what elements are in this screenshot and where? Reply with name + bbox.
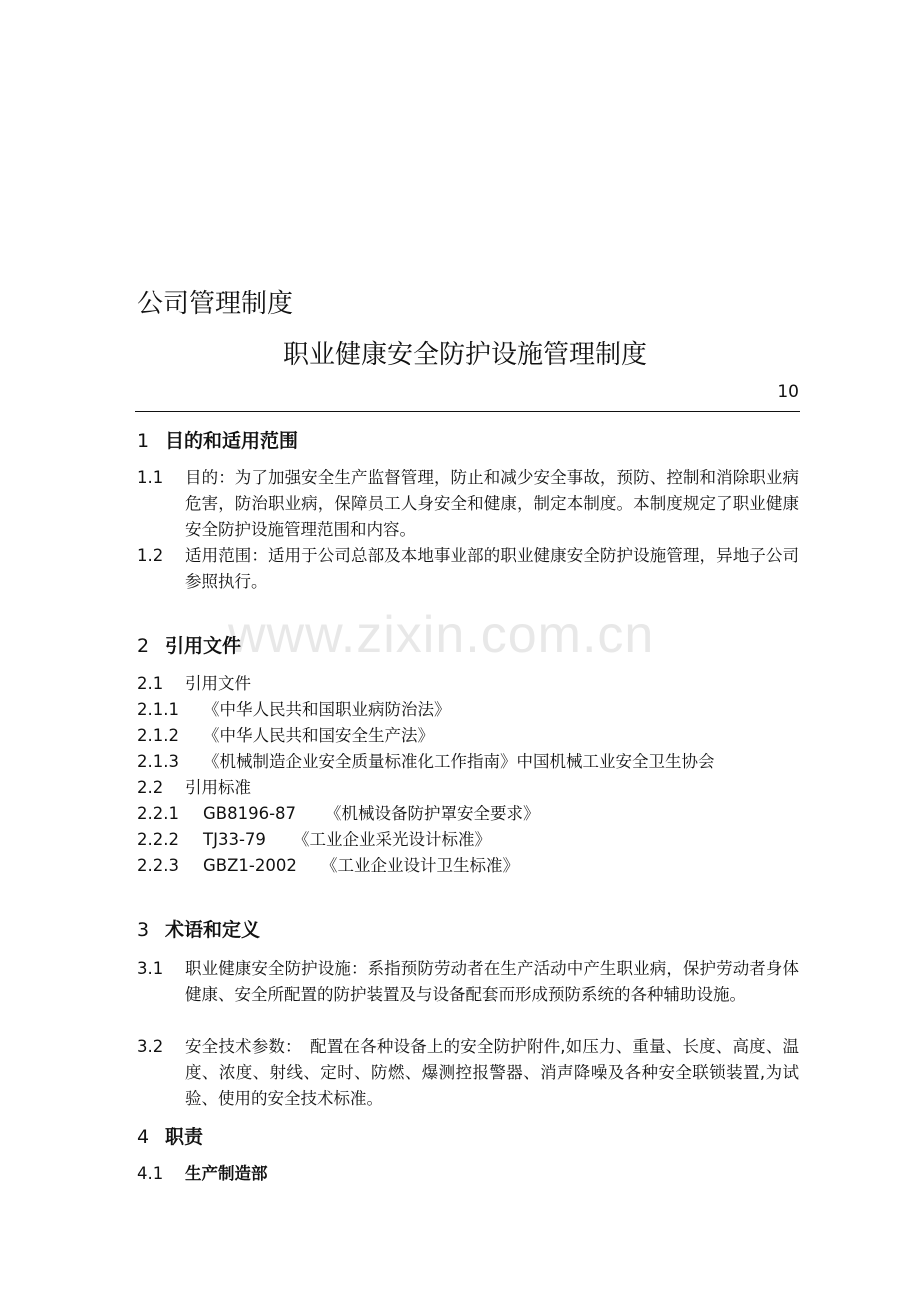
item-number: 1.2 [137, 546, 164, 565]
list-item: 2.2.1 GB8196-87 《机械设备防护罩安全要求》 [137, 804, 540, 823]
header-divider [135, 411, 800, 412]
watermark: www.zixin.com.cn [228, 606, 655, 664]
section-4-heading [137, 1123, 203, 1151]
list-item: 2.2 引用标准 [137, 778, 251, 797]
document-title [0, 337, 920, 373]
paragraph: 职业健康安全防护设施：系指预防劳动者在生产活动中产生职业病，保护劳动者身体健康、安全所配置的防护装置及与设备配套而形成预防系统的各种辅助设施。 [185, 959, 799, 1004]
section-title: 目的和适用范围 [165, 430, 299, 452]
section-1-heading [137, 427, 298, 455]
list-item: 2.1.2 《中华人民共和国安全生产法》 [137, 726, 434, 745]
list-item: 2.2.3 GBZ1-2002 《工业企业设计卫生标准》 [137, 856, 519, 875]
list-item: 2.1.3 《机械制造企业安全质量标准化工作指南》中国机械工业安全卫生协会 [137, 752, 715, 771]
item-number: 1.1 [137, 468, 164, 487]
page-number: 10 [777, 382, 799, 402]
company-title: 公司管理制度 [137, 289, 294, 319]
section-number: 1 [137, 430, 150, 452]
section-title: 职责 [165, 1126, 204, 1148]
section-title: 术语和定义 [165, 919, 261, 941]
paragraph: 安全技术参数： 配置在各种设备上的安全防护附件,如压力、重量、长度、高度、温度、浓度、射线、定时、防燃、爆测控报警器、消声降噪及各种安全联锁装置,为试验、使用的安全技术标准。 [185, 1037, 799, 1108]
section-number: 3 [137, 919, 150, 941]
document-title-text: 职业健康安全防护设施管理制度 [282, 340, 647, 370]
item-number: 3.2 [137, 1037, 164, 1056]
list-item: 2.1.1 《中华人民共和国职业病防治法》 [137, 700, 451, 719]
paragraph: 适用范围：适用于公司总部及本地事业部的职业健康安全防护设施管理，异地子公司参照执行。 [185, 546, 799, 591]
section-2-heading [137, 632, 241, 660]
section-number: 2 [137, 635, 150, 657]
list-item: 4.1 生产制造部 [137, 1164, 268, 1183]
item-number: 3.1 [137, 959, 164, 978]
section-3-heading [137, 916, 260, 944]
section-number: 4 [137, 1126, 150, 1148]
list-item: 2.1 引用文件 [137, 674, 251, 693]
list-item: 2.2.2 TJ33-79 《工业企业采光设计标准》 [137, 830, 491, 849]
paragraph: 目的：为了加强安全生产监督管理，防止和减少安全事故，预防、控制和消除职业病危害，防治职业病，保障员工人身安全和健康，制定本制度。本制度规定了职业健康安全防护设施管理范围和内容。 [185, 468, 799, 539]
section-title: 引用文件 [165, 635, 242, 657]
